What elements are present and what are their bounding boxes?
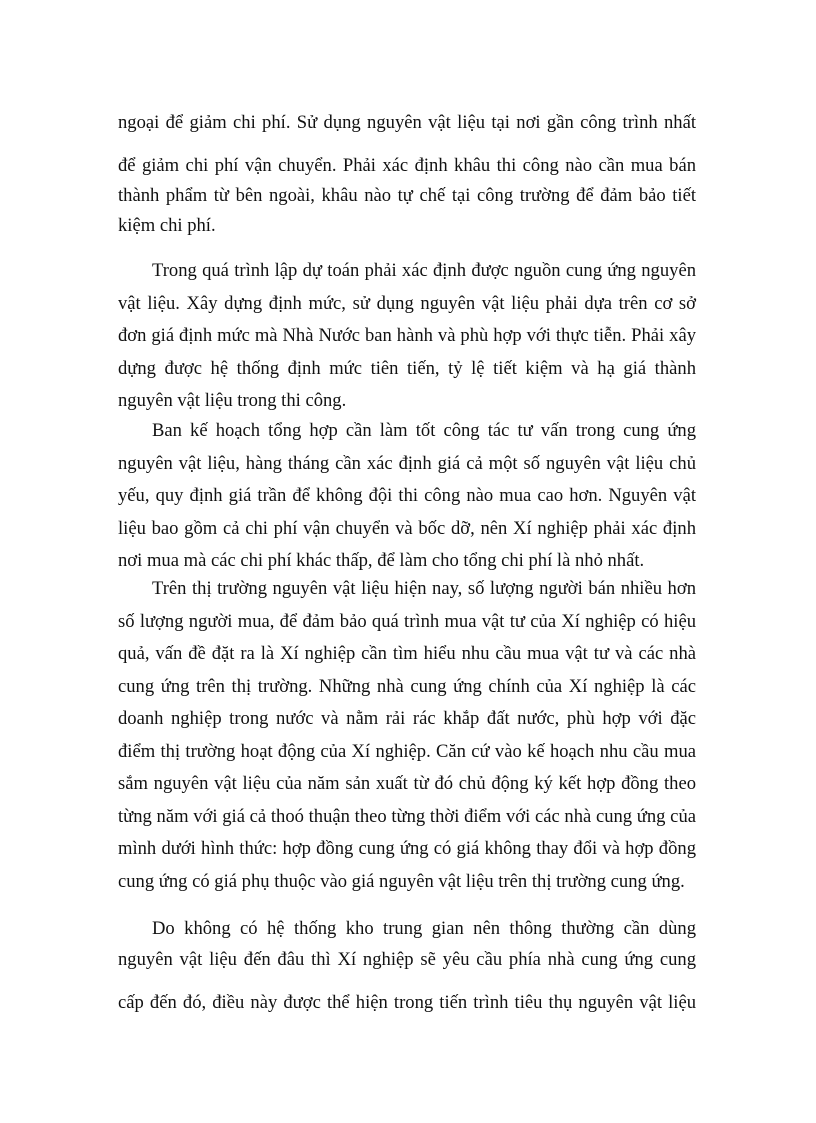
paragraph-5-line-3: cấp đến đó, điều này được thể hiện trong tiến trình tiêu thụ nguyên vật liệu xyxy=(118,992,696,1013)
paragraph-1-line-4: kiệm chi phí. xyxy=(118,215,216,236)
paragraph-1-line-2: để giảm chi phí vận chuyển. Phải xác định khâu thi công nào cần mua bán xyxy=(118,155,696,176)
paragraph-5-line-2: nguyên vật liệu đến đâu thì Xí nghiệp sẽ yêu cầu phía nhà cung ứng cung xyxy=(118,949,696,970)
paragraph-1-line-3: thành phẩm từ bên ngoài, khâu nào tự chế tại công trường để đảm bảo tiết xyxy=(118,185,696,206)
paragraph-4: Trên thị trường nguyên vật liệu hiện nay, số lượng người bán nhiều hơn số lượng người mua, để đảm bảo quá trình mua vật tư của Xí nghiệp có hiệu quả, vấn đề đặt ra là Xí nghiệp cần tìm hiểu nhu cầu mua vật tư và các nhà cung ứng trên thị trường. Những nhà cung ứng chính của Xí nghiệp là các doanh nghiệp trong nước và nằm rải rác khắp đất nước, phù hợp với đặc điểm thị trường hoạt động của Xí nghiệp. Căn cứ vào kế hoạch nhu cầu mua sắm nguyên vật liệu của năm sản xuất từ đó chủ động ký kết hợp đồng theo từng năm với giá cả thoó thuận theo từng thời điểm với các nhà cung ứng của mình dưới hình thức: hợp đồng cung ứng có giá không thay đổi và hợp đồng cung ứng có giá phụ thuộc vào giá nguyên vật liệu trên thị trường cung ứng. xyxy=(118,578,696,892)
paragraph-1-line-1: ngoại để giảm chi phí. Sử dụng nguyên vật liệu tại nơi gần công trình nhất xyxy=(118,112,696,133)
paragraph-2: Trong quá trình lập dự toán phải xác định được nguồn cung ứng nguyên vật liệu. Xây dựng định mức, sử dụng nguyên vật liệu phải dựa trên cơ sở đơn giá định mức mà Nhà Nước ban hành và phù hợp với thực tiễn. Phải xây dựng được hệ thống định mức tiên tiến, tỷ lệ tiết kiệm và hạ giá thành nguyên vật liệu trong thi công. xyxy=(118,260,696,411)
paragraph-3: Ban kế hoạch tổng hợp cần làm tốt công tác tư vấn trong cung ứng nguyên vật liệu, hàng tháng cần xác định giá cả một số nguyên vật liệu chủ yếu, quy định giá trần để không đội thi công nào mua cao hơn. Nguyên vật liệu bao gồm cả chi phí vận chuyển và bốc dỡ, nên Xí nghiệp phải xác định nơi mua mà các chi phí khác thấp, để làm cho tổng chi phí là nhỏ nhất. xyxy=(118,420,696,571)
paragraph-5-line-1: Do không có hệ thống kho trung gian nên thông thường cần dùng xyxy=(152,918,696,939)
